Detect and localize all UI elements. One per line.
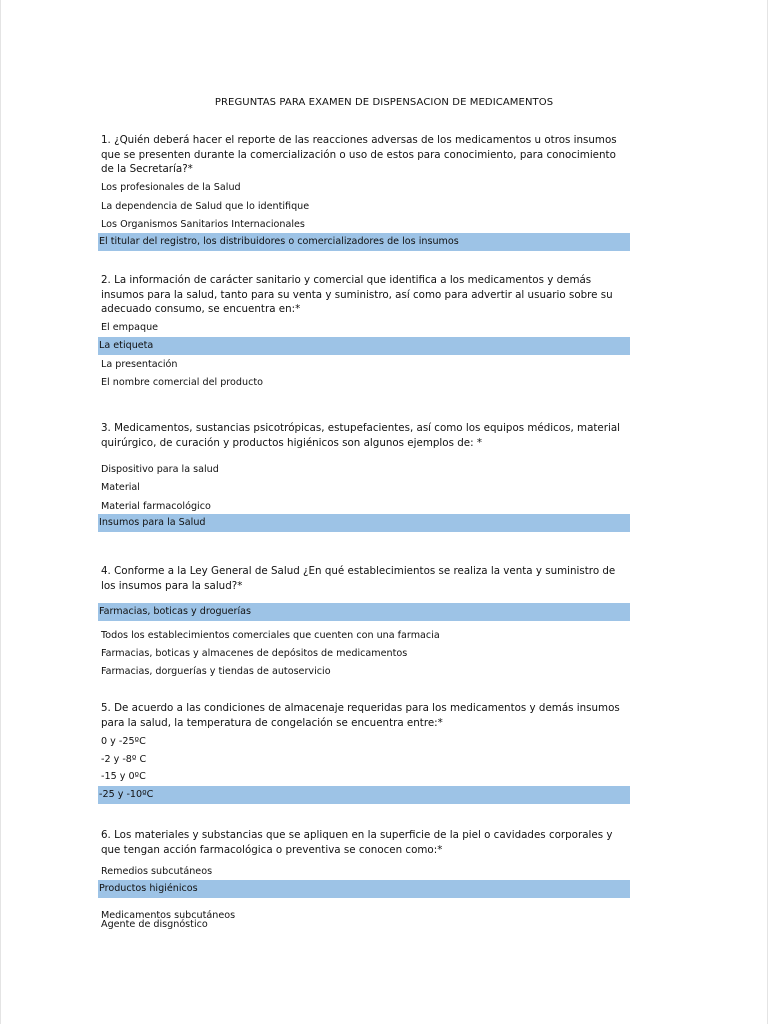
question-3-option-2[interactable]: Material: [101, 482, 140, 493]
question-1-option-1[interactable]: Los profesionales de la Salud: [101, 182, 241, 193]
question-4-option-3[interactable]: Farmacias, boticas y almacenes de depósitos de medicamentos: [101, 648, 408, 659]
question-1-text: 1. ¿Quién deberá hacer el reporte de las reacciones adversas de los medicamentos u otros insumos que se presenten durante la comercialización o uso de estos para conocimiento, para conocimiento de la Secretaría?*: [101, 134, 617, 175]
question-4-text: 4. Conforme a la Ley General de Salud ¿En qué establecimientos se realiza la venta y suministro de los insumos para la salud?*: [101, 565, 616, 592]
question-2-option-4[interactable]: El nombre comercial del producto: [101, 377, 263, 388]
question-6-selected-answer[interactable]: Productos higiénicos: [98, 880, 630, 898]
question-6-option-4[interactable]: Agente de disgnóstico: [101, 919, 208, 930]
question-6-text: 6. Los materiales y substancias que se apliquen en la superficie de la piel o cavidades corporales y que tengan acción farmacológica o preventiva se conocen como:*: [101, 829, 613, 856]
question-2-option-1[interactable]: El empaque: [101, 322, 159, 333]
question-1-option-3[interactable]: Los Organismos Sanitarios Internacionales: [101, 219, 305, 230]
question-6-option-3[interactable]: Medicamentos subcutáneos: [101, 910, 236, 921]
question-5-text: 5. De acuerdo a las condiciones de almacenaje requeridas para los medicamentos y demás insumos para la salud, la temperatura de congelación se encuentra entre:*: [101, 702, 620, 729]
question-3-selected-answer[interactable]: Insumos para la Salud: [98, 514, 630, 532]
page-title: PREGUNTAS PARA EXAMEN DE DISPENSACION DE MEDICAMENTOS: [214, 97, 554, 108]
question-4-option-4[interactable]: Farmacias, dorguerías y tiendas de autoservicio: [101, 666, 331, 677]
question-5-option-2[interactable]: -2 y -8º C: [101, 754, 147, 765]
question-4-option-2[interactable]: Todos los establecimientos comerciales que cuenten con una farmacia: [101, 630, 440, 641]
question-5-option-1[interactable]: 0 y -25ºC: [101, 736, 146, 747]
question-2-option-3[interactable]: La presentación: [101, 359, 178, 370]
question-6-option-1[interactable]: Remedios subcutáneos: [101, 866, 213, 877]
question-5-option-3[interactable]: -15 y 0ºC: [101, 771, 146, 782]
question-1-option-2[interactable]: La dependencia de Salud que lo identifique: [101, 201, 310, 212]
question-5-selected-answer[interactable]: -25 y -10ºC: [98, 786, 630, 804]
question-4-selected-answer[interactable]: Farmacias, boticas y droguerías: [98, 603, 630, 621]
question-2-text: 2. La información de carácter sanitario y comercial que identifica a los medicamentos y demás insumos para la salud, tanto para su venta y suministro, así como para advertir al usuario sobre su adecuado consumo, se encuentra en:*: [101, 274, 613, 315]
question-2-selected-answer[interactable]: La etiqueta: [98, 337, 630, 355]
page-edge-left: [0, 0, 1, 1024]
question-3-text: 3. Medicamentos, sustancias psicotrópicas, estupefacientes, así como los equipos médicos, material quirúrgico, de curación y productos higiénicos son algunos ejemplos de: *: [101, 422, 621, 449]
question-3-option-3[interactable]: Material farmacológico: [101, 501, 211, 512]
question-3-option-1[interactable]: Dispositivo para la salud: [101, 464, 219, 475]
question-1-selected-answer[interactable]: El titular del registro, los distribuidores o comercializadores de los insumos: [98, 233, 630, 251]
